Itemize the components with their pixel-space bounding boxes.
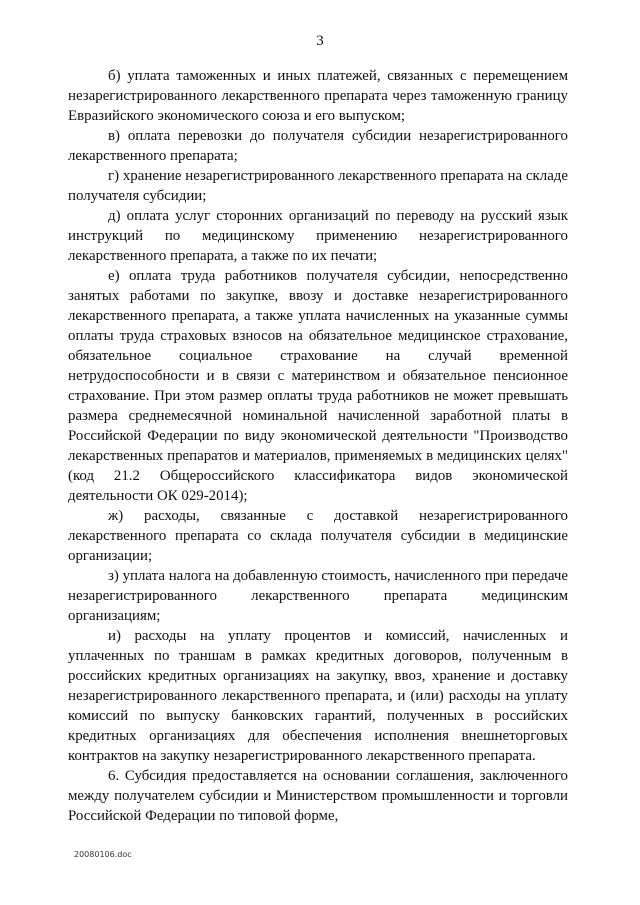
paragraph-b: б) уплата таможенных и иных платежей, связанных с перемещением незарегистрированного лекарственного препарата через таможенную границу Евразийского экономического союза и его выпуском; [68,68,568,124]
paragraph-v: в) оплата перевозки до получателя субсидии незарегистрированного лекарственного препарата; [68,128,568,164]
paragraph-e: е) оплата труда работников получателя субсидии, непосредственно занятых работами по закупке, ввозу и доставке незарегистрированного лекарственного препарата, а также уплата начисленных на указанные суммы оплаты труда страховых взносов на обязательное медицинское страхование, обязательное социальное страхование на случай временной нетрудоспособности и в связи с материнством и обязательное пенсионное страхование. При этом размер оплаты труда работников не может превышать размера среднемесячной номинальной начисленной заработной платы в Российской Федерации по виду экономической деятельности "Производство лекарственных препаратов и материалов, применяемых в медицинских целях" (код 21.2 Общероссийского классификатора видов экономической деятельности ОК 029-2014); [68,268,568,504]
paragraph-6: 6. Субсидия предоставляется на основании соглашения, заключенного между получателем субсидии и Министерством промышленности и торговли Российской Федерации по типовой форме, [68,768,568,824]
paragraph-z: з) уплата налога на добавленную стоимость, начисленного при передаче незарегистрированного лекарственного препарата медицинским организациям; [68,568,568,624]
paragraph-zh: ж) расходы, связанные с доставкой незарегистрированного лекарственного препарата со склада получателя субсидии в медицинские организации; [68,508,568,564]
paragraph-g: г) хранение незарегистрированного лекарственного препарата на складе получателя субсидии; [68,168,568,204]
paragraph-d: д) оплата услуг сторонних организаций по переводу на русский язык инструкций по медицинскому применению незарегистрированного лекарственного препарата, а также по их печати; [68,208,568,264]
document-body [68,66,568,826]
paragraph-i: и) расходы на уплату процентов и комиссий, начисленных и уплаченных по траншам в рамках кредитных договоров, полученным в российских кредитных организациях на закупку, ввоз, хранение и доставку незарегистрированного лекарственного препарата, и (или) расходы на уплату комиссий по выпуску банковских гарантий, полученных в российских кредитных организациях для обеспечения исполнения внешнеторговых контрактов на закупку незарегистрированного лекарственного препарата. [68,628,568,764]
file-reference: 20080106.doc [74,850,132,859]
page-number: 3 [316,33,324,49]
